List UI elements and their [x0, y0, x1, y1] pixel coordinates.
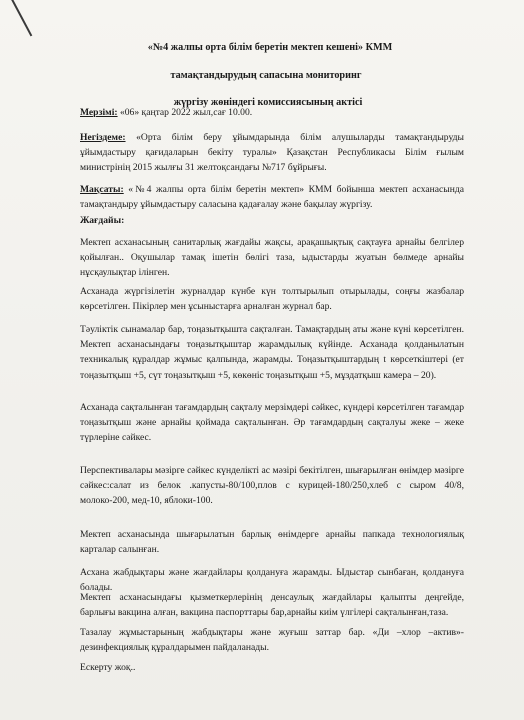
doc-title-line-2: тамақтандырудың сапасына мониторинг [170, 70, 362, 81]
basis-label: Негіздеме: [80, 132, 126, 143]
basis-value: «Орта білім беру ұйымдарында білім алушыларды тамақтандыруды ұйымдастыру қағидаларын бекіту туралы» Қазақстан Республикасы Білім ғылым министрінің 2015 жылғы 31 желтоқсандағы №717 бұйрығы. [80, 132, 464, 174]
body-paragraph: Тәуліктік сынамалар бар, тоңазытқышта сақталған. Тамақтардың аты және күні көрсетілген. Мектеп асханасындағы тоңазытқыштар жарамдылық күйінде. Асханада қолданылатын техникалық құралдар жұмыс қалпында, жарамды. Тоңазытқыштардың t көрсеткіштері (ет тоңазытқыш +5, сүт тоңазытқыш +5, көкөніс тоңазытқыш +5, мұздатқыш камера – 20). [80, 324, 464, 381]
conditions-heading [80, 213, 464, 228]
purpose-paragraph [80, 182, 464, 212]
conditions-label: Жағдайы: [80, 215, 125, 226]
purpose-label: Мақсаты: [80, 184, 124, 195]
basis-paragraph [80, 130, 464, 176]
date-paragraph [80, 105, 464, 120]
date-value: «06» қаңтар 2022 жыл,сағ 10.00. [117, 107, 253, 118]
pen-mark [8, 0, 32, 36]
remark-paragraph: Ескерту жоқ.. [80, 662, 136, 673]
date-label: Мерзімі: [80, 107, 118, 118]
doc-title-line-3: жүргізу жөніндегі комиссиясының актісі [173, 97, 363, 108]
purpose-value: «№4 жалпы орта білім беретін мектеп» КММ бойынша мектеп асханасында тамақтандыру ұйымдастыру саласына қадағалау және бақылау жүргізу. [80, 184, 464, 211]
body-paragraph: Мектеп асханасында шығарылатын барлық өнімдерге арнайы папкада технологиялық карталар салынған. [80, 529, 464, 556]
body-paragraph: Асханада сақталынған тағамдардың сақталу мерзімдері сәйкес, күндері көрсетілген тағамдар тоңазытқыш және арнайы қоймада сақталынған. Әр тағамдардың сақталуы жеке – жеке түрлеріне сәйкес. [80, 402, 464, 444]
body-paragraph: Тазалау жұмыстарының жабдықтары және жуғыш заттар бар. «Ди –хлор –актив»-дезинфекциялық құралдарымен пайдаланады. [80, 627, 464, 654]
body-paragraph: Мектеп асханасының санитарлық жағдайы жақсы, арақашықтық сақтауға арнайы белгілер қойылған.. Оқушылар тамақ ішетін бөлігі таза, ыдыстарды жуатын бөлмеде арнайы нұсқаулықтар ілінген. [80, 237, 464, 279]
body-paragraph: Асхана жабдықтары және жағдайлары қолдануға жарамды. Ыдыстар сынбаған, қолдануға болады. [80, 567, 464, 594]
body-paragraph: Перспективалары мәзірге сәйкес күнделікті ас мәзірі бекітілген, шығарылған өнімдер мәзірге сәйкес:салат из белок .капусты-80/100,плов с курицей-180/250,хлеб с сыром 40/8, молоко-200, мед-10, яблоки-100. [80, 465, 464, 507]
body-paragraph: Асханада жүргізілетін журналдар күнбе күн толтырылып отырылады, соңғы жазбалар көрсетілген. Пікірлер мен ұсыныстарға арналған журнал бар. [80, 286, 464, 313]
body-paragraph: Мектеп асханасындағы қызметкерлерінің денсаулық жағдайлары қалыпты деңгейде, барлығы вакцина алған, вакцина паспорттары бар,арнайы киім үлгілері сақталынған,таза. [80, 592, 464, 619]
doc-title-line-1: «№4 жалпы орта білім беретін мектеп кешені» КММ [147, 42, 393, 53]
